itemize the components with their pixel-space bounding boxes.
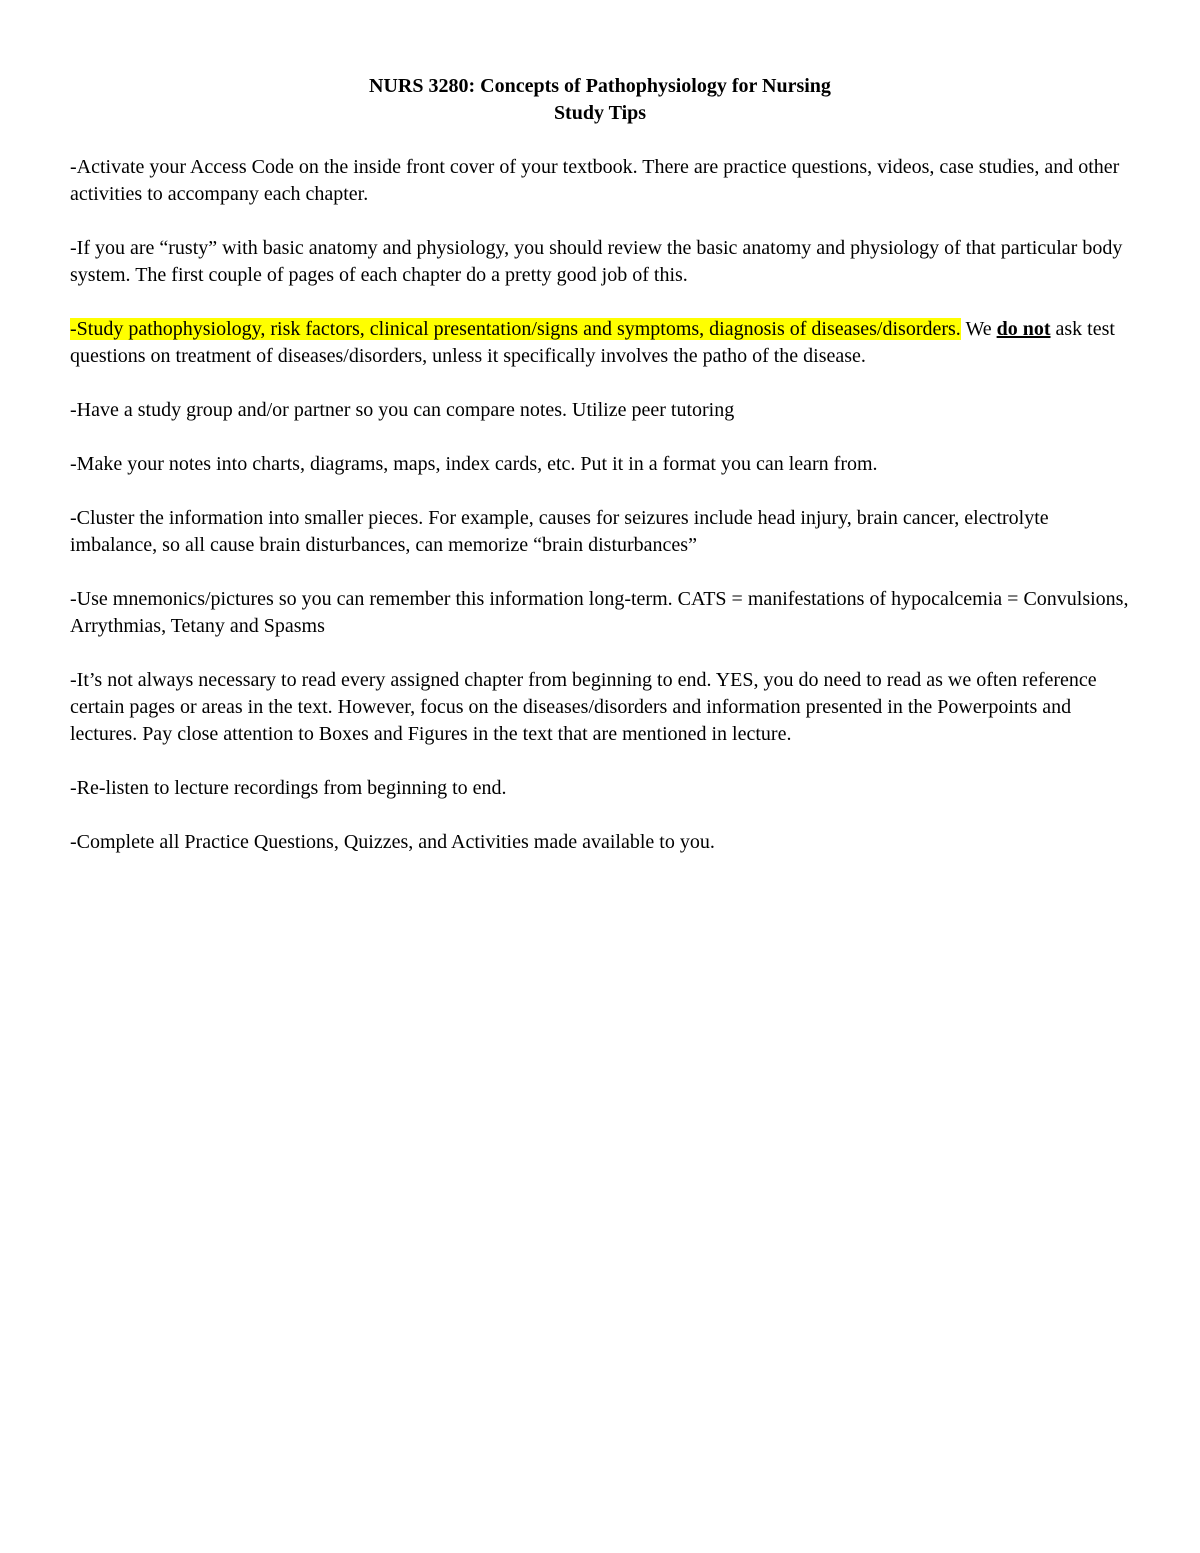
course-title: NURS 3280: Concepts of Pathophysiology for Nursing <box>369 75 831 97</box>
tip-relisten-lectures: -Re-listen to lecture recordings from beginning to end. <box>70 777 507 799</box>
document-header <box>0 73 1200 127</box>
tip-access-code: -Activate your Access Code on the inside front cover of your textbook. There are practice questions, videos, case studies, and other activities to accompany each chapter. <box>70 156 1120 205</box>
document-subtitle: Study Tips <box>553 102 647 124</box>
tip-study-focus <box>70 316 1130 370</box>
tip-review-anatomy: -If you are “rusty” with basic anatomy and physiology, you should review the basic anatomy and physiology of that particular body system. The first couple of pages of each chapter do a pretty good job of this. <box>70 237 1123 286</box>
tip-cluster-info: -Cluster the information into smaller pieces. For example, causes for seizures include head injury, brain cancer, electrolyte imbalance, so all cause brain disturbances, can memorize “brain disturbances” <box>70 507 1049 556</box>
tip-study-focus-lead: We <box>965 318 997 340</box>
tip-complete-practice: -Complete all Practice Questions, Quizzes, and Activities made available to you. <box>70 831 715 853</box>
tip-notes-format: -Make your notes into charts, diagrams, maps, index cards, etc. Put it in a format you can learn from. <box>70 453 878 475</box>
tip-reading-chapters: -It’s not always necessary to read every assigned chapter from beginning to end. YES, you do need to read as we often reference certain pages or areas in the text. However, focus on the diseases/disorders and information presented in the Powerpoints and lectures. Pay close attention to Boxes and Figures in the text that are mentioned in lecture. <box>70 669 1097 745</box>
tip-study-group: -Have a study group and/or partner so you can compare notes. Utilize peer tutoring <box>70 399 735 421</box>
study-tips-list <box>70 154 1130 883</box>
highlighted-text: -Study pathophysiology, risk factors, clinical presentation/signs and symptoms, diagnosis of diseases/disorders. <box>70 318 961 340</box>
tip-study-focus-rest: ask test questions on treatment of diseases/disorders, unless it specifically involves the patho of the disease. <box>70 318 1115 367</box>
emphasis-do-not: do not <box>996 318 1051 340</box>
tip-mnemonics: -Use mnemonics/pictures so you can remember this information long-term. CATS = manifestations of hypocalcemia = Convulsions, Arrythmias, Tetany and Spasms <box>70 588 1129 637</box>
